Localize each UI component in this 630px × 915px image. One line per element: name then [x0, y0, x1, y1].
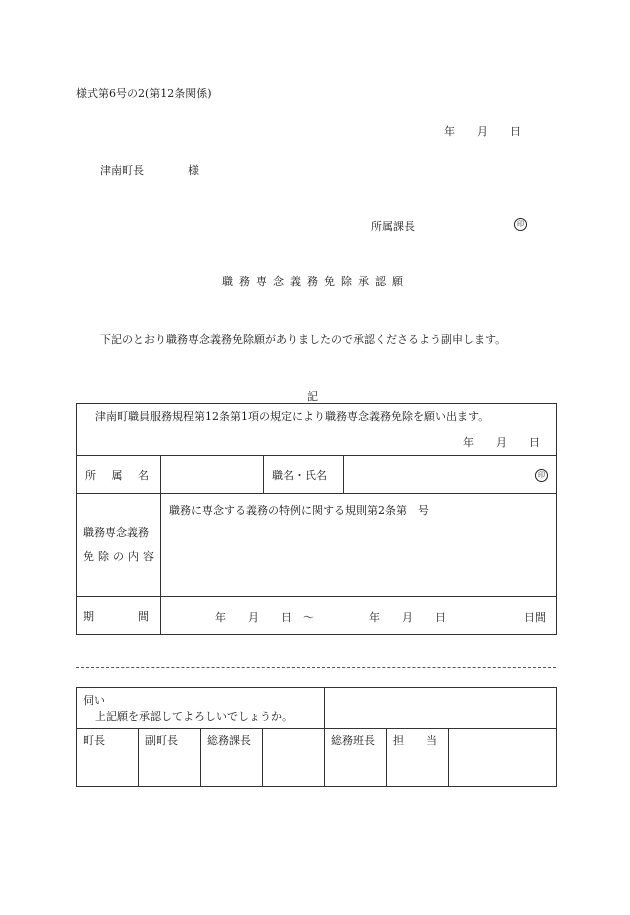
period-from: 年 月 日 ～ — [215, 611, 314, 624]
application-date: 年 月 日 — [463, 436, 541, 449]
date-label: 年 月 日 — [444, 125, 521, 138]
role-cell: 副町長 — [139, 729, 201, 787]
applicant-seal: 印 — [535, 469, 548, 482]
inquiry-text: 上記願を承認してよろしいでしょうか。 — [95, 710, 293, 723]
content-label-line1: 職務専念義務 — [83, 526, 149, 539]
period-to: 年 月 日 — [369, 611, 446, 624]
inquiry-cell — [77, 688, 325, 729]
role-cell: 担 当 — [387, 729, 449, 787]
affiliation-value — [161, 456, 264, 494]
content-text: 職務に専念する義務の特例に関する規則第2条第 号 — [161, 494, 557, 597]
position-name-value — [344, 456, 557, 494]
days-label: 日間 — [524, 611, 547, 624]
cut-line — [76, 667, 556, 668]
role-cell — [263, 729, 325, 787]
ki-heading: 記 — [307, 390, 318, 403]
application-table — [76, 403, 557, 635]
form-number: 様式第6号の2(第12条関係) — [76, 87, 212, 100]
role-cell: 総務課長 — [201, 729, 263, 787]
affiliation-label: 所 属 名 — [77, 456, 161, 494]
document-title: 職務専念義務免除承認願 — [222, 275, 409, 288]
statement-cell — [77, 404, 557, 456]
inquiry-label: 伺い — [83, 694, 105, 707]
statement-text: 津南町職員服務規程第12条第1項の規定により職務専念義務免除を願い出ます。 — [95, 410, 490, 423]
addressee: 津南町長 様 — [100, 164, 199, 177]
position-name-label: 職名・氏名 — [264, 456, 344, 494]
content-label-line2: 免除の内容 — [83, 550, 158, 563]
inquiry-blank — [325, 688, 557, 729]
content-label — [77, 494, 161, 597]
approval-table — [76, 687, 557, 787]
role-cell: 町長 — [77, 729, 139, 787]
seal-mark: 印 — [514, 218, 527, 231]
sender-label: 所属課長 — [371, 220, 415, 233]
period-label: 期 間 — [77, 597, 161, 635]
body-text: 下記のとおり職務専念義務免除願がありましたので承認くださるよう副申します。 — [100, 333, 507, 346]
role-cell — [449, 729, 557, 787]
role-cell: 総務班長 — [325, 729, 387, 787]
period-value — [161, 597, 557, 635]
